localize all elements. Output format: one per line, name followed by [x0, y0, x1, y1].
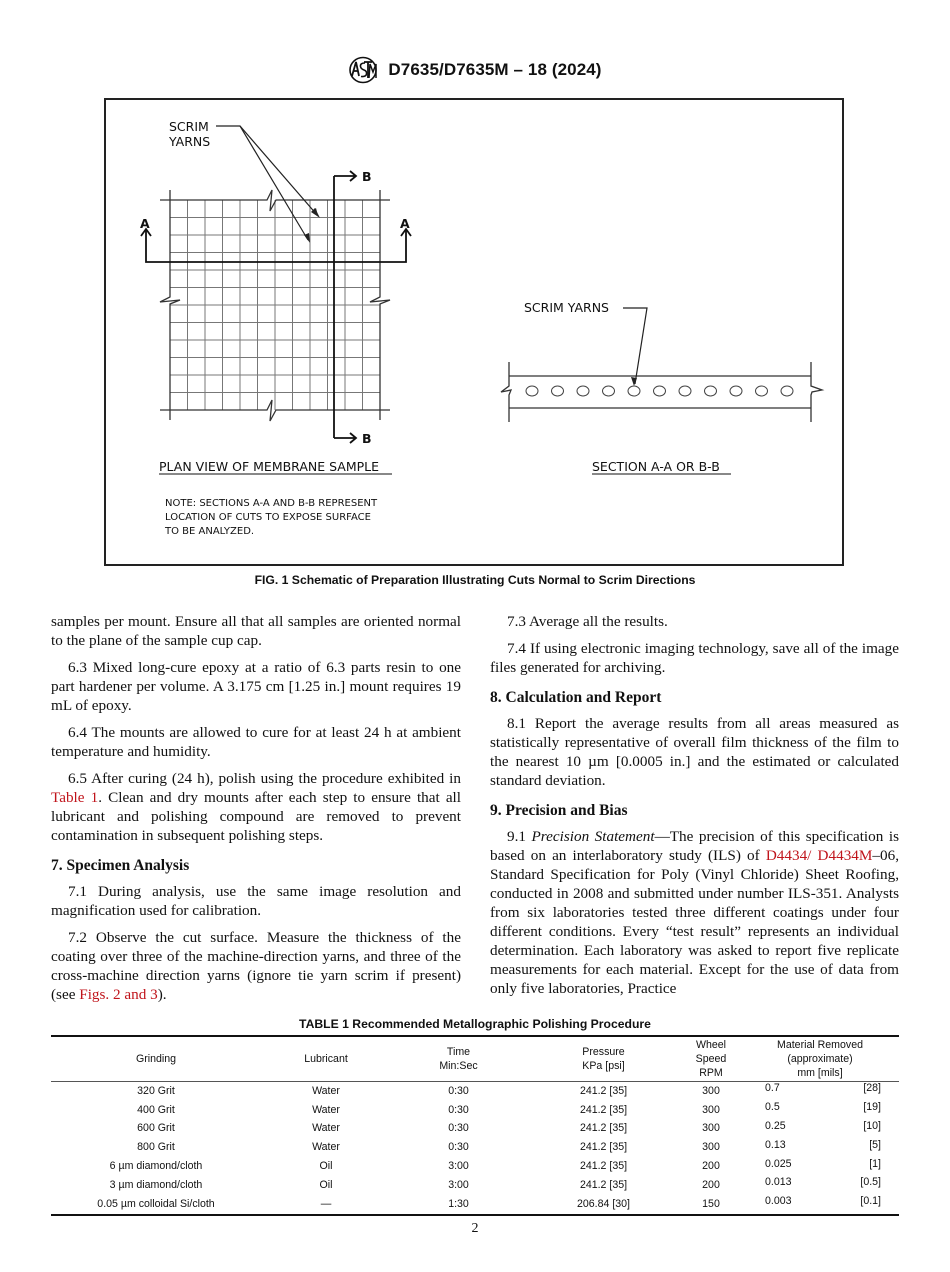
header-wheel-speed: Wheel Speed RPM — [695, 1039, 727, 1079]
svg-text:YARNS: YARNS — [169, 134, 211, 149]
table-row: 400 Grit Water 0:30 241.2 [35] 300 0.5 [19] — [137, 1101, 881, 1116]
table-1-polishing-procedure — [51, 1035, 899, 1216]
section-b-top-label: B — [362, 169, 372, 184]
paragraph-7-2: 7.2 Observe the cut surface. Measure the thickness of the coating over three of the machine-direction yarns, and three of the cross-machine direction yarns (ignore tie yarn scrim if present) (see Figs. 2 and 3). — [51, 929, 461, 1003]
figure-note-line-3: TO BE ANALYZED. — [165, 526, 255, 537]
section-7-heading: 7. Specimen Analysis — [51, 857, 190, 874]
paragraph-6-4: 6.4 The mounts are allowed to cure for at least 24 h at ambient temperature and humidity. — [51, 724, 461, 760]
page-number: 2 — [471, 1221, 479, 1236]
figure-note-line-1: NOTE: SECTIONS A-A AND B-B REPRESENT — [165, 498, 378, 509]
table-1-title: TABLE 1 Recommended Metallographic Polishing Procedure — [299, 1017, 651, 1031]
paragraph-6-5: 6.5 After curing (24 h), polish using the procedure exhibited in Table 1. Clean and dry mounts after each step to ensure that all lubricant and polishing compound are removed to prevent contamination in subsequent polishing steps. — [51, 770, 462, 844]
membrane-plan-view — [140, 119, 411, 537]
paragraph-7-3: 7.3 Average all the results. — [507, 613, 668, 630]
figure-note-line-2: LOCATION OF CUTS TO EXPOSE SURFACE — [165, 512, 371, 523]
section-8-heading: 8. Calculation and Report — [490, 689, 662, 706]
paragraph-6-2-continued: samples per mount. Ensure all that all samples are oriented normal to the plane of the sample cup cap. — [51, 613, 461, 649]
table-row: 800 Grit Water 0:30 241.2 [35] 300 0.13 [5] — [137, 1138, 881, 1154]
document-designation: D7635/D7635M – 18 (2024) — [388, 60, 602, 79]
right-column — [490, 612, 899, 1006]
table-row: 6 µm diamond/cloth Oil 3:00 241.2 [35] 200 0.025 [1] — [109, 1157, 881, 1173]
plan-view-title: PLAN VIEW OF MEMBRANE SAMPLE — [159, 459, 380, 474]
table-row: 3 µm diamond/cloth Oil 3:00 241.2 [35] 200 0.013 [0.5] — [109, 1176, 881, 1191]
header-pressure: Pressure KPa [psi] — [582, 1045, 625, 1072]
astm-logo-icon — [348, 56, 378, 84]
section-9-heading: 9. Precision and Bias — [490, 802, 628, 819]
page-header — [0, 56, 950, 84]
d4434-link[interactable]: D4434/ D4434M — [765, 847, 873, 864]
section-a-right-label: A — [400, 216, 410, 231]
header-lubricant: Lubricant — [304, 1052, 348, 1065]
scrim-yarns-label: SCRIM — [169, 119, 209, 134]
figure-caption: FIG. 1 Schematic of Preparation Illustrating Cuts Normal to Scrim Directions — [254, 573, 696, 587]
table-1-link[interactable]: Table 1 — [51, 789, 99, 806]
table-header-row — [51, 1036, 899, 1082]
table-row: 320 Grit Water 0:30 241.2 [35] 300 0.7 [28] — [137, 1082, 881, 1097]
paragraph-6-3: 6.3 Mixed long-cure epoxy at a ratio of 6.3 parts resin to one part hardener per volume. A 3.175 cm [1.25 in.] mount requires 19 mL of epoxy. — [51, 659, 461, 714]
header-time: Time Min:Sec — [439, 1045, 478, 1072]
section-b-bottom-label: B — [362, 431, 372, 446]
paragraph-7-4: 7.4 If using electronic imaging technology, save all of the image files generated for archiving. — [490, 640, 899, 676]
header-grinding: Grinding — [135, 1052, 177, 1065]
left-column — [51, 612, 461, 1012]
header-material-removed: Material Removed (approximate) mm [mils] — [777, 1039, 863, 1079]
section-a-left-label: A — [140, 216, 150, 231]
paragraph-9-1: 9.1 Precision Statement—The precision of this specification is based on an interlaboratory study (ILS) of D4434/ D4434M–06, Standard Specification for Poly (Vinyl Chloride) Sheet Roofing, conducted in 2008 and submitted under number ILS-351. Analysts from six laboratories tested three different coatings under four different conditions. Every “test result” represents an individual determination. Each laboratory was asked to report five replicate measurements for each material. Except for the use of data from only five laboratories, Practice — [490, 828, 899, 997]
section-scrim-yarns-label: SCRIM YARNS — [524, 300, 609, 315]
table-row: 600 Grit Water 0:30 241.2 [35] 300 0.25 [10] — [137, 1119, 881, 1135]
paragraph-7-1: 7.1 During analysis, use the same image resolution and magnification used for calibration. — [51, 883, 461, 919]
figure-1-schematic — [104, 98, 844, 566]
table-row: 0.05 µm colloidal Si/cloth — 1:30 206.84 [30] 150 0.003 [0.1] — [51, 1195, 899, 1215]
membrane-section-view — [501, 300, 822, 474]
paragraph-8-1: 8.1 Report the average results from all areas measured as statistically representative of overall film thickness of the film to the nearest 10 µm [0.0005 in.] and the estimated or calculated standard deviation. — [490, 715, 899, 789]
figs-2-and-3-link[interactable]: Figs. 2 and 3 — [79, 986, 158, 1003]
section-view-title: SECTION A-A OR B-B — [592, 459, 720, 474]
